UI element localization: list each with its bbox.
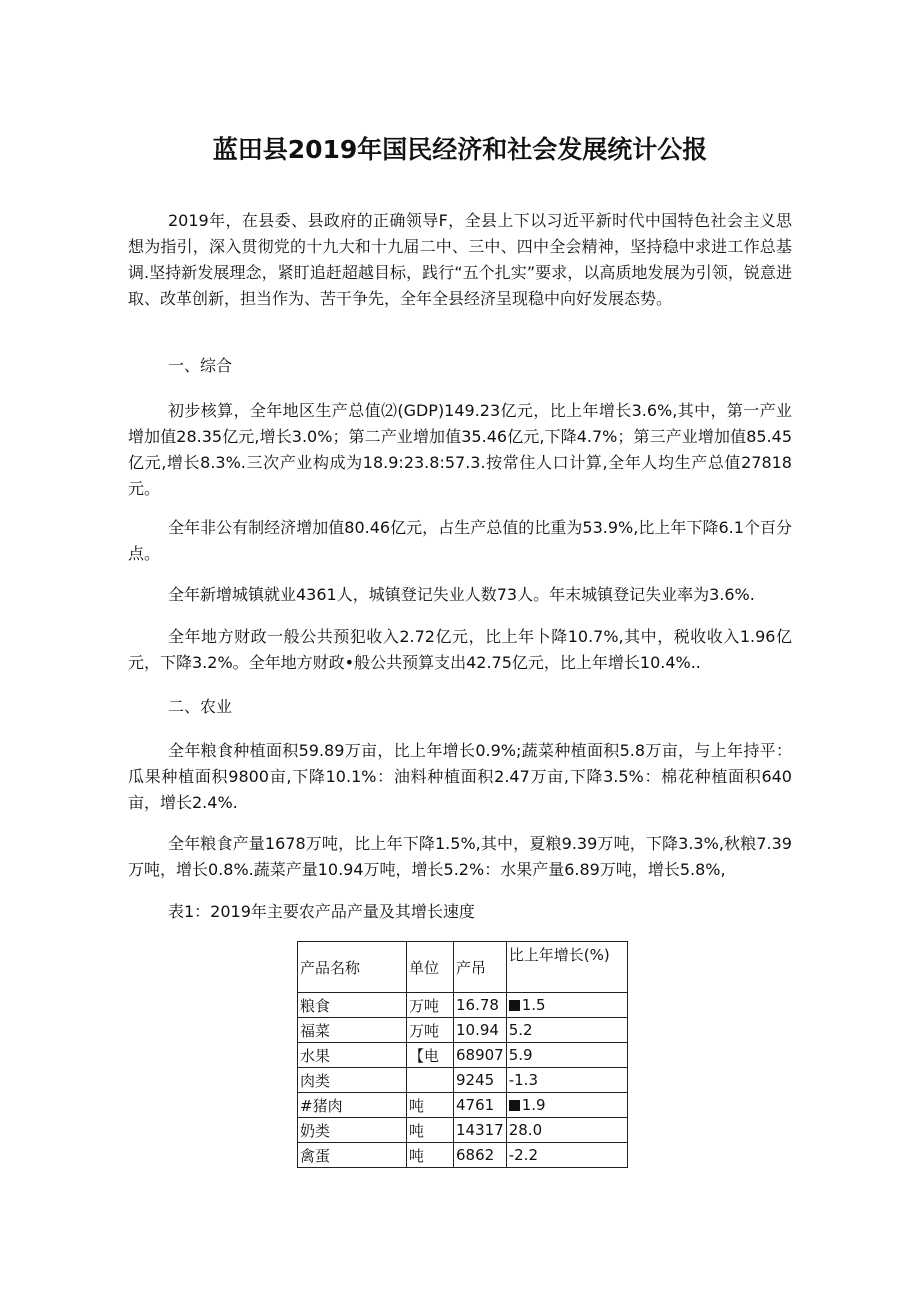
cell-product-name: 肉类 <box>298 1068 407 1093</box>
growth-value: 1.5 <box>521 996 546 1014</box>
cell-growth <box>506 993 627 1018</box>
cell-unit: 吨 <box>407 1143 454 1168</box>
header-product-name: 产品名称 <box>298 942 407 993</box>
growth-value: 1.9 <box>521 1096 546 1114</box>
cell-product-name: 水果 <box>298 1043 407 1068</box>
non-public-economy-paragraph: 全年非公有制经济增加值80.46亿元，占生产总值的比重为53.9%,比上年下降6.1个百分点。 <box>128 518 792 563</box>
growth-value: -1.3 <box>508 1071 538 1089</box>
table-row <box>298 1143 628 1168</box>
intro-paragraph: 2019年，在县委、县政府的正确领导F，全县上下以习近平新时代中国特色社会主义思想为指引，深入贯彻党的十九大和十九届二中、三中、四中全会精神，坚持稳中求进工作总基调.坚持新发展理念，紧盯追赶超越目标，践行“五个扎实”要求，以高质地发展为引领，锐意进取、改革创新，担当作为、苦干争先，全年全县经济呈现稳中向好发展态势。 <box>128 211 792 308</box>
header-output: 产吊 <box>454 942 507 993</box>
grain-output-paragraph: 全年粮食产量1678万吨，比上年下降1.5%,其中，夏粮9.39万吨，下降3.3%,秋粮7.39万吨，增长0.8%.蔬菜产量10.94万吨，增长5.2%：水果产量6.89万吨，增长5.8%, <box>128 834 792 879</box>
cell-growth <box>506 1118 627 1143</box>
cell-growth <box>506 1068 627 1093</box>
table-row <box>298 993 628 1018</box>
header-unit: 单位 <box>407 942 454 993</box>
cell-growth <box>506 1018 627 1043</box>
cell-product-name: 禽蛋 <box>298 1143 407 1168</box>
square-bullet-icon <box>509 1000 520 1011</box>
cell-output: 9245 <box>454 1068 507 1093</box>
cell-output: 68907 <box>454 1043 507 1068</box>
planting-area-paragraph: 全年粮食种植面积59.89万亩，比上年增长0.9%;蔬菜种植面积5.8万亩，与上年持平：瓜果种植面积9800亩,下降10.1%：油料种植面积2.47万亩,下降3.5%：棉花种植面积640亩，增长2.4%. <box>128 741 792 812</box>
agricultural-output-table <box>297 941 628 1168</box>
table-caption: 表1：2019年主要农产品产量及其增长速度 <box>168 902 475 921</box>
cell-growth <box>506 1043 627 1068</box>
cell-growth <box>506 1093 627 1118</box>
cell-output: 16.78 <box>454 993 507 1018</box>
growth-value: 28.0 <box>508 1121 543 1139</box>
table-row <box>298 1068 628 1093</box>
cell-product-name: #猪肉 <box>298 1093 407 1118</box>
document-title: 蓝田县2019年国民经济和社会发展统计公报 <box>212 135 708 164</box>
cell-product-name: 奶类 <box>298 1118 407 1143</box>
square-bullet-icon <box>509 1100 520 1111</box>
table-row <box>298 1093 628 1118</box>
cell-unit: 万吨 <box>407 993 454 1018</box>
fiscal-paragraph: 全年地方财政一般公共预犯收入2.72亿元，比上年卜降10.7%,其中，税收收入1.96亿元，下降3.2%。全年地方财政•般公共预算支出42.75亿元，比上年增长10.4%.. <box>128 627 792 672</box>
cell-product-name: 粮食 <box>298 993 407 1018</box>
gdp-paragraph: 初步核算，全年地区生产总值⑵(GDP)149.23亿元，比上年增长3.6%,其中，第一产业增加值28.35亿元,增长3.0%；第二产业增加值35.46亿元,下降4.7%；第三产业增加值85.45亿元,增长8.3%.三次产业构成为18.9:23.8:57.3.按常住人口计算,全年人均生产总值27818元。 <box>128 401 792 498</box>
cell-output: 4761 <box>454 1093 507 1118</box>
cell-output: 10.94 <box>454 1018 507 1043</box>
table-row <box>298 1018 628 1043</box>
cell-output: 14317 <box>454 1118 507 1143</box>
growth-value: 5.9 <box>508 1046 533 1064</box>
cell-unit <box>407 1068 454 1093</box>
cell-output: 6862 <box>454 1143 507 1168</box>
cell-unit: 吨 <box>407 1118 454 1143</box>
table-body <box>298 993 628 1168</box>
cell-unit: 万吨 <box>407 1018 454 1043</box>
growth-value: 5.2 <box>508 1021 533 1039</box>
growth-value: -2.2 <box>508 1146 538 1164</box>
cell-growth <box>506 1143 627 1168</box>
section-heading-agriculture: 二、农业 <box>168 697 233 716</box>
cell-product-name: 福菜 <box>298 1018 407 1043</box>
table-row <box>298 1118 628 1143</box>
cell-unit: 【电 <box>407 1043 454 1068</box>
table-row <box>298 1043 628 1068</box>
cell-unit: 吨 <box>407 1093 454 1118</box>
section-heading-general: 一、综合 <box>168 356 233 375</box>
employment-paragraph: 全年新增城镇就业4361人，城镇登记失业人数73人。年末城镇登记失业率为3.6%. <box>168 585 755 604</box>
table-header-row <box>298 942 628 993</box>
header-growth: 比上年增长(%) <box>506 942 627 993</box>
